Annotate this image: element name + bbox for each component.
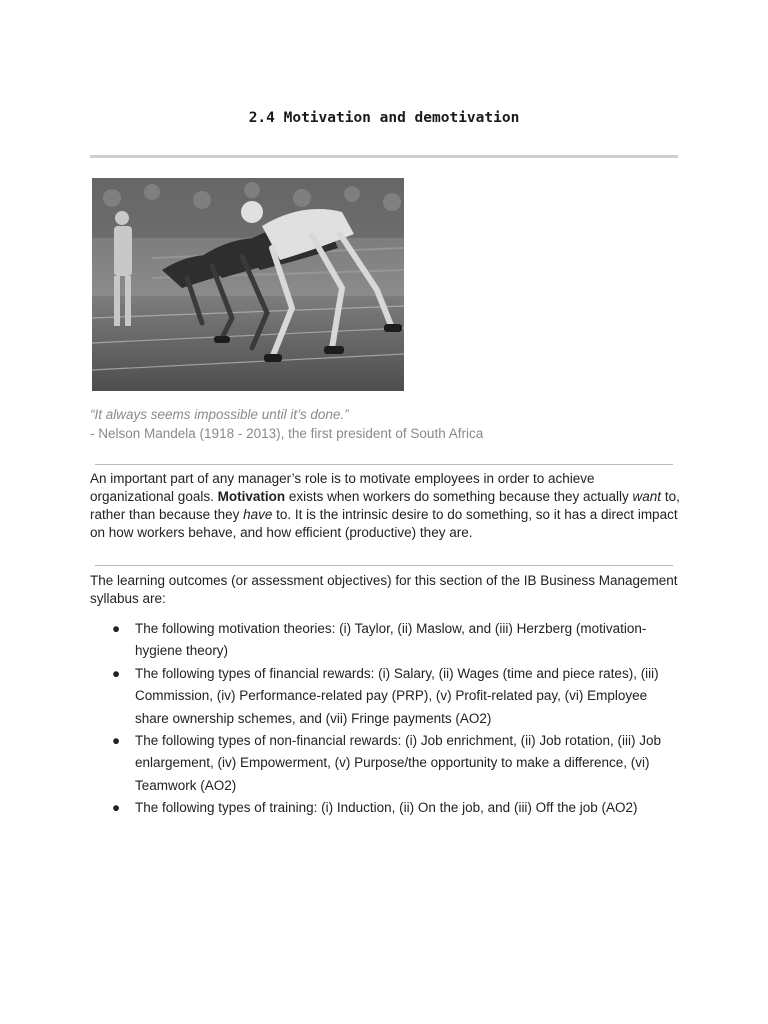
- intro-text-1: An important part of any manager’s role is to motivate employees in order to achieve organizational goals.: [90, 471, 595, 504]
- sprinters-photo-illustration: [92, 178, 404, 391]
- intro-paragraph: [90, 470, 680, 542]
- learning-outcomes-list: [90, 618, 680, 820]
- page-title: 2.4 Motivation and demotivation: [248, 110, 520, 126]
- bullet-icon: ●: [112, 733, 121, 749]
- list-item: [90, 618, 680, 663]
- intro-text-3: to, rather than because they: [90, 489, 680, 522]
- bullet-icon: ●: [112, 800, 121, 816]
- motivation-term: Motivation: [217, 489, 286, 504]
- outcomes-intro: The learning outcomes (or assessment objectives) for this section of the IB Business Management syllabus are:: [90, 573, 678, 606]
- quote-text: “It always seems impossible until it’s done.”: [90, 407, 349, 422]
- section-divider: [95, 464, 673, 465]
- section-divider: [95, 565, 673, 566]
- list-item-text: The following types of training: (i) Induction, (ii) On the job, and (iii) Off the job (AO2): [135, 800, 638, 816]
- list-item: [90, 730, 680, 797]
- bullet-icon: ●: [112, 665, 121, 681]
- quote-block: [90, 405, 483, 443]
- quote-attribution: - Nelson Mandela (1918 - 2013), the first president of South Africa: [90, 426, 484, 441]
- list-item-text: The following types of financial rewards: (i) Salary, (ii) Wages (time and piece rates), (iii) Commission, (iv) Performance-related pay (PRP), (v) Profit-related pay, (vi) Employee share ownership schemes, and (vii) Fringe payments (AO2): [135, 665, 659, 726]
- intro-text-4: to. It is the intrinsic desire to do something, so it has a direct impact on how workers behave, and how efficient (productive) they are.: [90, 507, 678, 540]
- emphasis-want: want: [632, 489, 662, 504]
- intro-text-2: exists when workers do something because they actually: [285, 489, 633, 504]
- list-item-text: The following motivation theories: (i) Taylor, (ii) Maslow, and (iii) Herzberg (motivation-hygiene theory): [135, 621, 647, 659]
- list-item-text: The following types of non-financial rewards: (i) Job enrichment, (ii) Job rotation, (iii) Job enlargement, (iv) Empowerment, (v) Purpose/the opportunity to make a difference, (vi) Teamwork (AO2): [135, 733, 661, 793]
- title-divider: [90, 155, 678, 158]
- emphasis-have: have: [243, 507, 273, 522]
- list-item: [90, 797, 680, 819]
- bullet-icon: ●: [112, 621, 121, 636]
- list-item: [90, 663, 680, 730]
- sprinters-photo: [92, 178, 404, 391]
